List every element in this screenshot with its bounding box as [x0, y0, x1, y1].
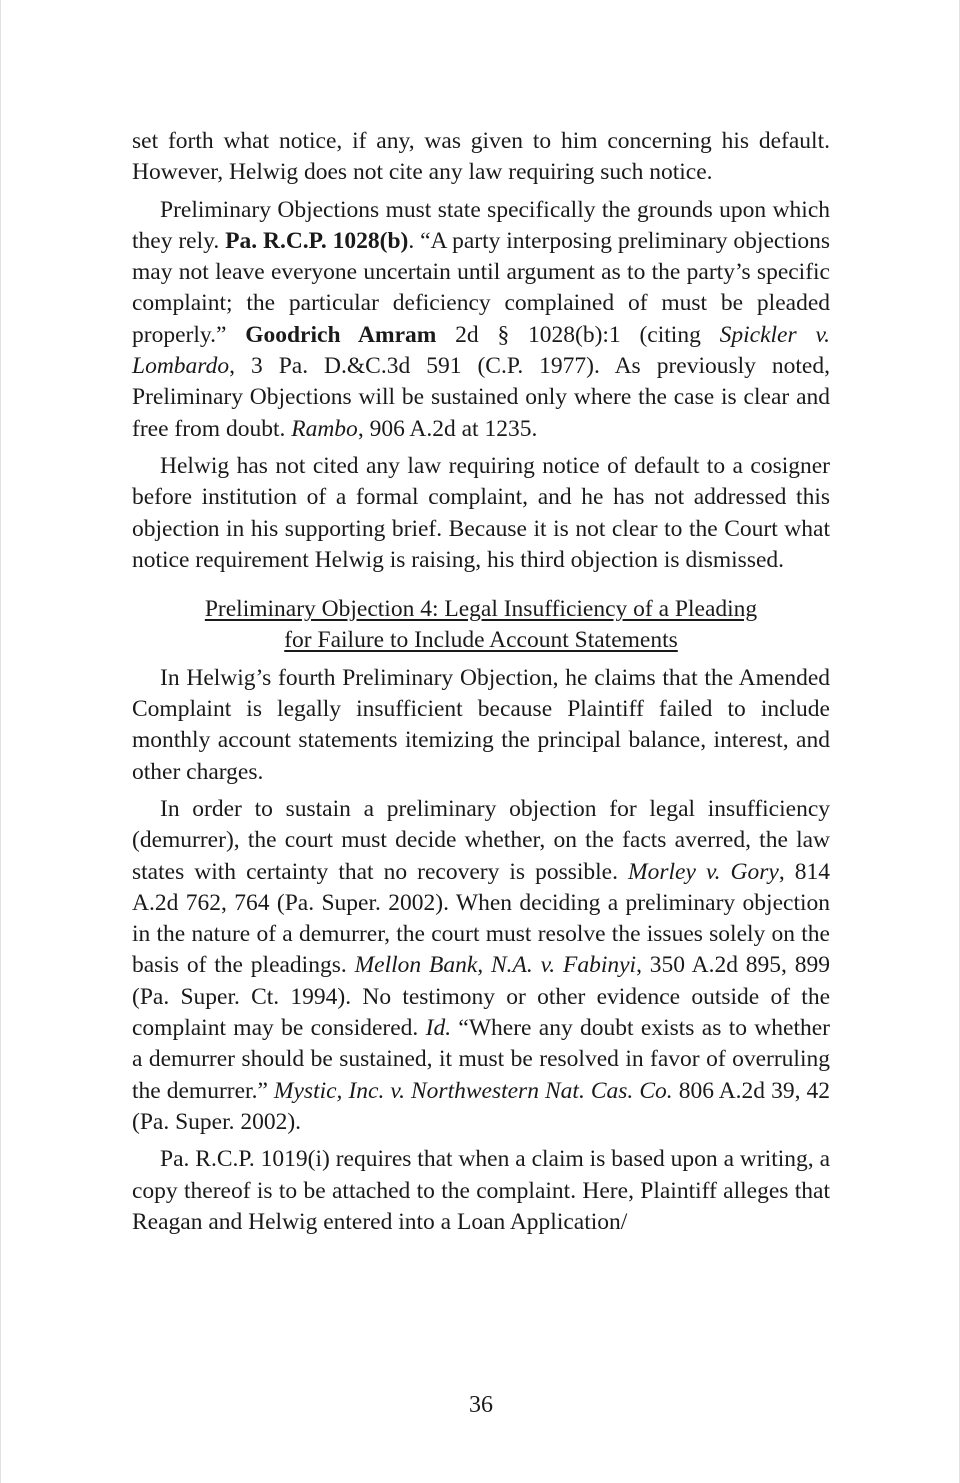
case-citation: Spickler v. Lombardo — [132, 321, 831, 380]
case-citation: Mystic, Inc. v. Northwestern Nat. Cas. Co. — [273, 1077, 673, 1104]
case-citation: Rambo — [291, 415, 358, 442]
text-run: “Where any doubt exists as to whether a demurrer should be sustained, it must be resolved in favor of overruling the demurrer.” — [132, 1015, 830, 1104]
text-run: In order to sustain a preliminary objection for legal insufficiency (demurrer), the court must decide whether, on the facts averred, the law states with certainty that no recovery is possible. — [132, 795, 830, 885]
text-run: , 906 A.2d at 1235. — [357, 415, 538, 442]
text-run: , 350 A.2d 895, 899 (Pa. Super. Ct. 1994). No testimony or other evidence outside of the complaint may be considered. — [132, 952, 830, 1042]
page-number: 36 — [469, 1392, 493, 1418]
text-run: , 3 Pa. D.&C.3d 591 (C.P. 1977). As previously noted, Preliminary Objections will be sustained only where the case is clear and free from doubt. — [132, 353, 830, 442]
paragraph-3: Helwig has not cited any law requiring notice of default to a cosigner before institution of a formal complaint, and he has not addressed this objection in his supporting brief. Because it is not clear to the Court what notice requirement Helwig is raising, his third objection is dismissed. — [132, 452, 830, 573]
text-run: , 814 A.2d 762, 764 (Pa. Super. 2002). When deciding a preliminary objection in the nature of a demurrer, the court must resolve the issues solely on the basis of the pleadings. — [132, 858, 831, 979]
text-run: Preliminary Objections must state specifically the grounds upon which they rely. — [132, 196, 830, 254]
section-heading — [132, 594, 830, 657]
paragraph-4: In Helwig’s fourth Preliminary Objection, he claims that the Amended Complaint is legally insufficient because Plaintiff failed to include monthly account statements itemizing the principal balance, interest, and other charges. — [132, 664, 830, 785]
text-run: 806 A.2d 39, 42 (Pa. Super. 2002). — [132, 1077, 830, 1135]
paragraph-1: set forth what notice, if any, was given to him concerning his default. However, Helwig does not cite any law requiring such notice. — [132, 128, 830, 186]
case-citation: Id. — [425, 1015, 452, 1042]
section-heading-line-2: for Failure to Include Account Statements — [284, 627, 678, 654]
paragraph-2 — [132, 195, 830, 445]
rule-citation: Pa. R.C.P. 1028(b) — [225, 227, 409, 254]
text-run: 2d § 1028(b):1 (citing — [436, 321, 720, 348]
section-heading-line-1: Preliminary Objection 4: Legal Insufficiency of a Pleading — [204, 596, 758, 623]
case-citation: Mellon Bank, N.A. v. Fabinyi — [354, 952, 637, 979]
case-citation: Morley v. Gory — [628, 858, 779, 885]
text-run: . “A party interposing preliminary objections may not leave everyone uncertain until argument as to the party’s specific complaint; the particular deficiency complained of must be pleaded properly.” — [132, 227, 831, 348]
paragraph-6: Pa. R.C.P. 1019(i) requires that when a claim is based upon a writing, a copy thereof is to be attached to the complaint. Here, Plaintiff alleges that Reagan and Helwig entered into a Loan Application/ — [132, 1146, 830, 1235]
body-text — [132, 126, 830, 1244]
paragraph-5 — [132, 794, 830, 1138]
treatise-citation: Goodrich Amram — [245, 321, 437, 348]
